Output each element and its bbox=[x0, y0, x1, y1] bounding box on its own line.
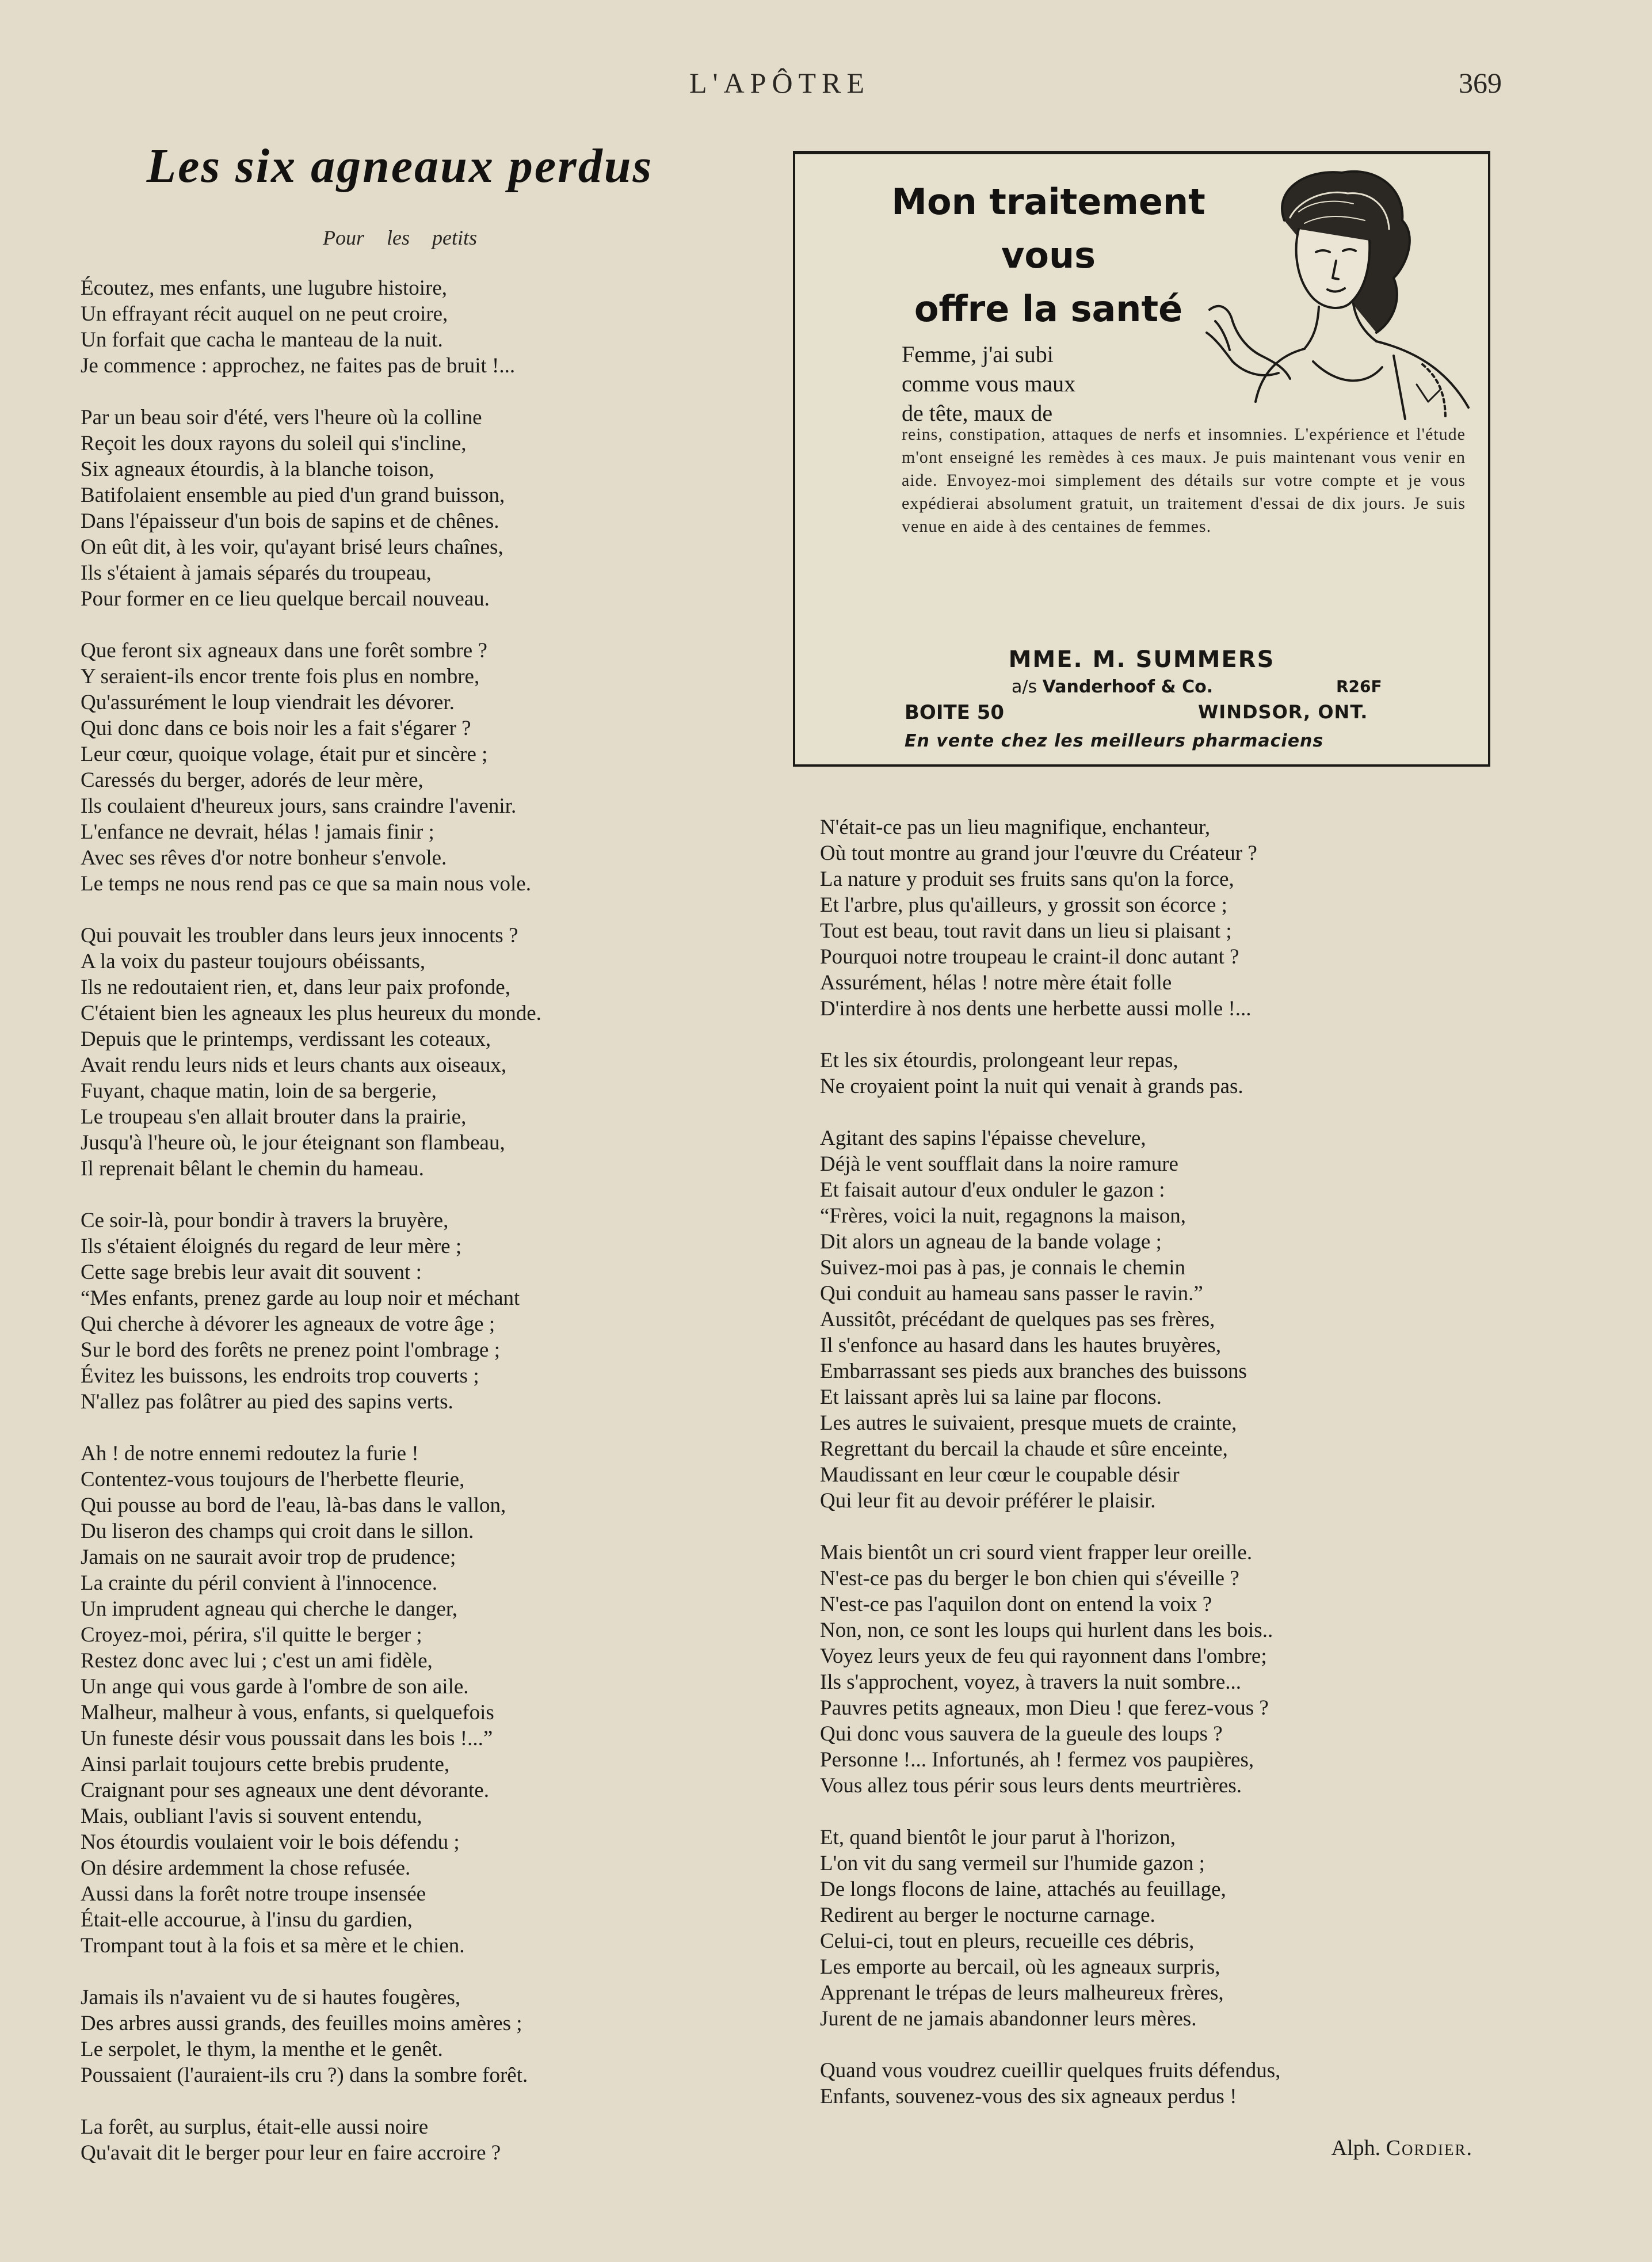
poem-line: Des arbres aussi grands, des feuilles moins amères ; bbox=[81, 2012, 522, 2035]
poem-stanza bbox=[81, 638, 742, 897]
poem-line: Qu'avait dit le berger pour leur en faire accroire ? bbox=[81, 2141, 501, 2165]
poem-line: Où tout montre au grand jour l'œuvre du Créateur ? bbox=[820, 841, 1257, 865]
poem-line: Six agneaux étourdis, à la blanche toison, bbox=[81, 458, 434, 481]
poem-line: N'est-ce pas l'aquilon dont on entend la voix ? bbox=[820, 1593, 1212, 1616]
poem-line: Regrettant du bercail la chaude et sûre enceinte, bbox=[820, 1437, 1228, 1461]
poem-line: Ainsi parlait toujours cette brebis prudente, bbox=[81, 1753, 450, 1776]
poem-line: Les emporte au bercail, où les agneaux surpris, bbox=[820, 1955, 1220, 1979]
poem-line: Et les six étourdis, prolongeant leur repas, bbox=[820, 1049, 1178, 1072]
poem-line: La forêt, au surplus, était-elle aussi noire bbox=[81, 2115, 429, 2139]
poem-line: N'allez pas folâtrer au pied des sapins verts. bbox=[81, 1390, 453, 1414]
poem-line: Pourquoi notre troupeau le craint-il donc autant ? bbox=[820, 945, 1239, 969]
poem-line: Contentez-vous toujours de l'herbette fleurie, bbox=[81, 1468, 465, 1491]
poem-line: Ne croyaient point la nuit qui venait à grands pas. bbox=[820, 1075, 1243, 1098]
poem-line: Évitez les buissons, les endroits trop couverts ; bbox=[81, 1364, 479, 1388]
poem-line: Du liseron des champs qui croit dans le sillon. bbox=[81, 1520, 474, 1543]
poem-line: N'était-ce pas un lieu magnifique, enchanteur, bbox=[820, 816, 1211, 839]
poem-line: Je commence : approchez, ne faites pas de bruit !... bbox=[81, 354, 516, 378]
poem-line: Tout est beau, tout ravit dans un lieu si plaisant ; bbox=[820, 919, 1232, 943]
poem-line: Qu'assurément le loup viendrait les dévorer. bbox=[81, 691, 455, 714]
poem-stanza bbox=[81, 2114, 742, 2166]
poem-line: D'interdire à nos dents une herbette aussi molle !... bbox=[820, 997, 1252, 1020]
poem-line: L'on vit du sang vermeil sur l'humide gazon ; bbox=[820, 1852, 1205, 1875]
poem-line: Caressés du berger, adorés de leur mère, bbox=[81, 768, 424, 792]
poem-line: Aussi dans la forêt notre troupe insensée bbox=[81, 1882, 426, 1906]
poem-line: Jusqu'à l'heure où, le jour éteignant son flambeau, bbox=[81, 1131, 505, 1155]
poem-line: Pour former en ce lieu quelque bercail nouveau. bbox=[81, 587, 490, 611]
poem-line: La crainte du péril convient à l'innocence. bbox=[81, 1571, 437, 1595]
poem-line: N'est-ce pas du berger le bon chien qui s'éveille ? bbox=[820, 1567, 1239, 1590]
poem-line: Qui pousse au bord de l'eau, là-bas dans le vallon, bbox=[81, 1494, 506, 1517]
poem-line: Un forfait que cacha le manteau de la nuit. bbox=[81, 328, 443, 352]
poem-stanza bbox=[81, 405, 742, 612]
ad-lead-line: de tête, maux de bbox=[902, 400, 1053, 426]
poem-line: Embarrassant ses pieds aux branches des buissons bbox=[820, 1360, 1247, 1383]
ad-lead-line: comme vous maux bbox=[902, 371, 1076, 397]
poem-stanza bbox=[81, 923, 742, 1182]
poem-line: Mais, oubliant l'avis si souvent entendu, bbox=[81, 1804, 422, 1828]
poem-line: Ah ! de notre ennemi redoutez la furie ! bbox=[81, 1442, 419, 1465]
poem-line: Il s'enfonce au hasard dans les hautes bruyères, bbox=[820, 1334, 1222, 1357]
ad-care-of-prefix: a/s bbox=[1012, 677, 1037, 697]
poem-line: Mais bientôt un cri sourd vient frapper leur oreille. bbox=[820, 1541, 1253, 1564]
poem-line: Croyez-moi, périra, s'il quitte le berger ; bbox=[81, 1623, 422, 1647]
poem-line: Ils s'étaient à jamais séparés du troupeau, bbox=[81, 561, 432, 585]
poem-line: On désire ardemment la chose refusée. bbox=[81, 1856, 411, 1880]
poem-line: Aussitôt, précédant de quelques pas ses frères, bbox=[820, 1308, 1215, 1331]
ad-footer: En vente chez les meilleurs pharmaciens bbox=[905, 731, 1324, 751]
poem-line: Jurent de ne jamais abandonner leurs mères. bbox=[820, 2007, 1197, 2031]
poem-line: Qui cherche à dévorer les agneaux de votre âge ; bbox=[81, 1312, 495, 1336]
poem-line: Que feront six agneaux dans une forêt sombre ? bbox=[81, 639, 487, 662]
poem-line: Qui donc vous sauvera de la gueule des loups ? bbox=[820, 1722, 1223, 1746]
poem-line: On eût dit, à les voir, qu'ayant brisé leurs chaînes, bbox=[81, 535, 503, 559]
poem-line: Restez donc avec lui ; c'est un ami fidèle, bbox=[81, 1649, 433, 1673]
poem-line: Un effrayant récit auquel on ne peut croire, bbox=[81, 302, 448, 326]
poem-stanza bbox=[820, 814, 1487, 1022]
poem-stanza bbox=[820, 1125, 1487, 1514]
poem-stanza bbox=[820, 1048, 1487, 1099]
poem-line: Craignant pour ses agneaux une dent dévorante. bbox=[81, 1779, 489, 1802]
ad-headline-line: Mon traitement bbox=[891, 181, 1205, 223]
signature-last-name: Cordier. bbox=[1386, 2136, 1473, 2160]
poem-line: Un funeste désir vous poussait dans les bois !...” bbox=[81, 1727, 493, 1750]
poem-line: Qui leur fit au devoir préférer le plaisir. bbox=[820, 1489, 1156, 1513]
poem-stanza bbox=[81, 1441, 742, 1959]
poem-line: Qui conduit au hameau sans passer le ravin.” bbox=[820, 1282, 1203, 1305]
poem-line: A la voix du pasteur toujours obéissants, bbox=[81, 950, 426, 973]
poem-line: Cette sage brebis leur avait dit souvent : bbox=[81, 1261, 422, 1284]
poem-line: Dans l'épaisseur d'un bois de sapins et de chênes. bbox=[81, 509, 499, 533]
poem-line: Enfants, souvenez-vous des six agneaux perdus ! bbox=[820, 2085, 1237, 2108]
poem-stanza bbox=[820, 1540, 1487, 1799]
poem-line: Le temps ne nous rend pas ce que sa main nous vole. bbox=[81, 872, 531, 896]
poem-left-column bbox=[81, 275, 742, 2166]
poem-line: “Mes enfants, prenez garde au loup noir et méchant bbox=[81, 1286, 520, 1310]
poem-subtitle: Pour les petits bbox=[323, 226, 477, 249]
poem-line: Et, quand bientôt le jour parut à l'horizon, bbox=[820, 1826, 1176, 1849]
poem-line: Le troupeau s'en allait brouter dans la prairie, bbox=[81, 1105, 467, 1129]
poem-line: Voyez leurs yeux de feu qui rayonnent dans l'ombre; bbox=[820, 1644, 1267, 1668]
poem-title: Les six agneaux perdus bbox=[146, 139, 654, 193]
poem-line: Ils s'approchent, voyez, à travers la nuit sombre... bbox=[820, 1670, 1242, 1694]
poem-right-column bbox=[820, 814, 1487, 2109]
poem-line: Jamais ils n'avaient vu de si hautes fougères, bbox=[81, 1986, 461, 2009]
poem-line: Ils s'étaient éloignés du regard de leur mère ; bbox=[81, 1235, 462, 1258]
poem-line: Un ange qui vous garde à l'ombre de son aile. bbox=[81, 1675, 469, 1699]
poem-line: Qui donc dans ce bois noir les a fait s'égarer ? bbox=[81, 717, 471, 740]
ad-po-box: BOITE 50 bbox=[905, 701, 1005, 724]
running-title: L'APÔTRE bbox=[689, 67, 870, 99]
poem-stanza bbox=[81, 1208, 742, 1415]
poem-line: Vous allez tous périr sous leurs dents meurtrières. bbox=[820, 1774, 1242, 1798]
poem-line: Agitant des sapins l'épaisse chevelure, bbox=[820, 1126, 1146, 1150]
poem-line: La nature y produit ses fruits sans qu'on la force, bbox=[820, 867, 1234, 891]
poem-line: Dit alors un agneau de la bande volage ; bbox=[820, 1230, 1162, 1254]
poem-line: Avait rendu leurs nids et leurs chants aux oiseaux, bbox=[81, 1053, 507, 1077]
poem-signature bbox=[1036, 2135, 1473, 2161]
poem-line: Trompant tout à la fois et sa mère et le chien. bbox=[81, 1934, 465, 1958]
poem-line: Les autres le suivaient, presque muets de crainte, bbox=[820, 1411, 1237, 1435]
ad-headline-line: offre la santé bbox=[914, 288, 1183, 330]
signature-first-name: Alph. bbox=[1331, 2136, 1381, 2160]
poem-line: C'étaient bien les agneaux les plus heureux du monde. bbox=[81, 1001, 541, 1025]
poem-line: Et faisait autour d'eux onduler le gazon : bbox=[820, 1178, 1165, 1202]
poem-line: Personne !... Infortunés, ah ! fermez vos paupières, bbox=[820, 1748, 1254, 1772]
ad-care-of-company: Vanderhoof & Co. bbox=[1042, 677, 1214, 697]
poem-line: Leur cœur, quoique volage, était pur et sincère ; bbox=[81, 742, 488, 766]
ad-advertiser-name: MME. M. SUMMERS bbox=[1008, 646, 1275, 673]
ad-care-of bbox=[1012, 677, 1213, 697]
poem-line: Pauvres petits agneaux, mon Dieu ! que ferez-vous ? bbox=[820, 1696, 1269, 1720]
poem-line: Reçoit les doux rayons du soleil qui s'incline, bbox=[81, 432, 467, 455]
ad-city: WINDSOR, ONT. bbox=[1198, 701, 1368, 723]
poem-line: Batifolaient ensemble au pied d'un grand buisson, bbox=[81, 483, 505, 507]
poem-line: Ils coulaient d'heureux jours, sans craindre l'avenir. bbox=[81, 794, 517, 818]
poem-line: Ils ne redoutaient rien, et, dans leur paix profonde, bbox=[81, 976, 510, 999]
poem-line: Par un beau soir d'été, vers l'heure où la colline bbox=[81, 406, 482, 429]
poem-line: Le serpolet, le thym, la menthe et le genêt. bbox=[81, 2038, 443, 2061]
poem-line: Fuyant, chaque matin, loin de sa bergerie, bbox=[81, 1079, 437, 1103]
ad-headline-line: vous bbox=[1001, 234, 1096, 276]
advertisement-box bbox=[793, 151, 1490, 767]
ad-headline bbox=[882, 175, 1215, 336]
poem-stanza bbox=[820, 1825, 1487, 2032]
poem-line: Et l'arbre, plus qu'ailleurs, y grossit son écorce ; bbox=[820, 893, 1227, 917]
poem-line: De longs flocons de laine, attachés au feuillage, bbox=[820, 1878, 1226, 1901]
poem-line: Maudissant en leur cœur le coupable désir bbox=[820, 1463, 1180, 1487]
poem-line: Jamais on ne saurait avoir trop de prudence; bbox=[81, 1545, 456, 1569]
poem-line: Et laissant après lui sa laine par flocons. bbox=[820, 1385, 1162, 1409]
poem-line: Était-elle accourue, à l'insu du gardien, bbox=[81, 1908, 413, 1932]
poem-line: Ce soir-là, pour bondir à travers la bruyère, bbox=[81, 1209, 449, 1232]
poem-line: Sur le bord des forêts ne prenez point l'ombrage ; bbox=[81, 1338, 500, 1362]
poem-stanza bbox=[81, 1985, 742, 2088]
poem-line: Qui pouvait les troubler dans leurs jeux innocents ? bbox=[81, 924, 518, 947]
ad-lead-line: Femme, j'ai subi bbox=[902, 341, 1054, 367]
poem-line: Celui-ci, tout en pleurs, recueille ces débris, bbox=[820, 1929, 1195, 1953]
poem-line: Poussaient (l'auraient-ils cru ?) dans la sombre forêt. bbox=[81, 2063, 528, 2087]
poem-line: Avec ses rêves d'or notre bonheur s'envole. bbox=[81, 846, 447, 870]
page-number: 369 bbox=[1459, 67, 1502, 99]
poem-line: Quand vous voudrez cueillir quelques fruits défendus, bbox=[820, 2059, 1281, 2082]
poem-line: Depuis que le printemps, verdissant les coteaux, bbox=[81, 1027, 491, 1051]
poem-stanza bbox=[81, 275, 742, 379]
poem-line: Il reprenait bêlant le chemin du hameau. bbox=[81, 1157, 424, 1180]
poem-line: Nos étourdis voulaient voir le bois défendu ; bbox=[81, 1830, 460, 1854]
poem-line: L'enfance ne devrait, hélas ! jamais finir ; bbox=[81, 820, 434, 844]
ad-body-text: reins, constipation, attaques de nerfs et insomnies. L'expérience et l'étude m'ont enseigné les remèdes à ces maux. Je puis maintenant vous venir en aide. Envoyez-moi simplement des détails sur votre compte et je vous expédierai absolument gratuit, un traitement d'essai de dix jours. Je suis venue en aide à des centaines de femmes. bbox=[902, 425, 1466, 536]
ad-room: R26F bbox=[1336, 677, 1382, 696]
poem-line: Y seraient-ils encor trente fois plus en nombre, bbox=[81, 665, 480, 688]
poem-line: Écoutez, mes enfants, une lugubre histoire, bbox=[81, 276, 448, 300]
poem-stanza bbox=[820, 2058, 1487, 2109]
poem-line: Malheur, malheur à vous, enfants, si quelquefois bbox=[81, 1701, 494, 1724]
poem-line: Non, non, ce sont les loups qui hurlent dans les bois.. bbox=[820, 1619, 1273, 1642]
woman-portrait-icon bbox=[1175, 166, 1486, 425]
poem-line: Un imprudent agneau qui cherche le danger, bbox=[81, 1597, 457, 1621]
poem-line: Déjà le vent soufflait dans la noire ramure bbox=[820, 1152, 1178, 1176]
poem-line: Redirent au berger le nocturne carnage. bbox=[820, 1903, 1155, 1927]
poem-line: Suivez-moi pas à pas, je connais le chemin bbox=[820, 1256, 1185, 1279]
page-header bbox=[0, 0, 1652, 115]
poem-line: “Frères, voici la nuit, regagnons la maison, bbox=[820, 1204, 1186, 1228]
poem-line: Apprenant le trépas de leurs malheureux frères, bbox=[820, 1981, 1224, 2005]
ad-lead-text bbox=[902, 340, 1212, 428]
poem-line: Assurément, hélas ! notre mère était folle bbox=[820, 971, 1172, 995]
